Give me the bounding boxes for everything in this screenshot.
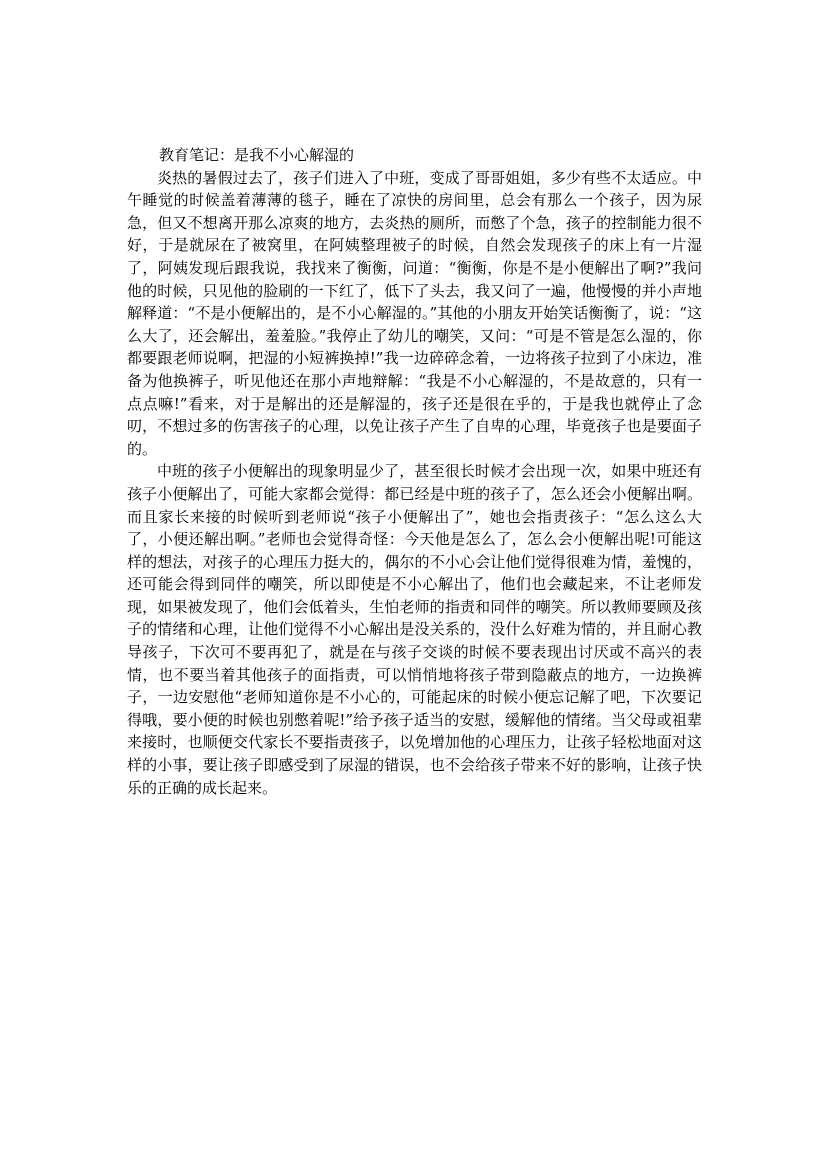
paragraph-2: 中班的孩子小便解出的现象明显少了，甚至很长时候才会出现一次，如果中班还有孩子小便解出了，可能大家都会觉得：都已经是中班的孩子了，怎么还会小便解出啊。而且家长来接的时候听到老师说“孩子小便解出了”，她也会指责孩子：“怎么这么大了，小便还解出啊。”老师也会觉得奇怪：今天他是怎么了，怎么会小便解出呢!可能这样的想法，对孩子的心理压力挺大的，偶尔的不小心会让他们觉得很难为情，羞愧的，还可能会得到同伴的嘲笑，所以即使是不小心解出了，他们也会藏起来，不让老师发现，如果被发现了，他们会低着头，生怕老师的指责和同伴的嘲笑。所以教师要顾及孩子的情绪和心理，让他们觉得不小心解出是没关系的，没什么好难为情的，并且耐心教导孩子，下次可不要再犯了，就是在与孩子交谈的时候不要表现出讨厌或不高兴的表情，也不要当着其他孩子的面指责，可以悄悄地将孩子带到隐蔽点的地方，一边换裤子，一边安慰他“老师知道你是不小心的，可能起床的时候小便忘记解了吧，下次要记得哦，要小便的时候也别憋着呢!”给予孩子适当的安慰，缓解他的情绪。当父母或祖辈来接时，也顺便交代家长不要指责孩子，以免增加他的心理压力，让孩子轻松地面对这样的小事，要让孩子即感受到了尿湿的错误，也不会给孩子带来不好的影响，让孩子快乐的正确的成长起来。 <box>127 462 702 797</box>
paragraph-1: 炎热的暑假过去了，孩子们进入了中班，变成了哥哥姐姐，多少有些不太适应。中午睡觉的时候盖着薄薄的毯子，睡在了凉快的房间里，总会有那么一个孩子，因为尿急，但又不想离开那么凉爽的地方，去炎热的厕所，而憋了个急，孩子的控制能力很不好，于是就尿在了被窝里，在阿姨整理被子的时候，自然会发现孩子的床上有一片湿了，阿姨发现后跟我说，我找来了衡衡，问道：“衡衡，你是不是小便解出了啊?”我问他的时候，只见他的脸刷的一下红了，低下了头去，我又问了一遍，他慢慢的并小声地解释道：“不是小便解出的，是不小心解湿的。”其他的小朋友开始笑话衡衡了，说：“这么大了，还会解出，羞羞脸。”我停止了幼儿的嘲笑，又问：“可是不管是怎么湿的，你都要跟老师说啊，把湿的小短裤换掉!”我一边碎碎念着，一边将孩子拉到了小床边，准备为他换裤子，听见他还在那小声地辩解：“我是不小心解湿的，不是故意的，只有一点点嘛!”看来，对于是解出的还是解湿的，孩子还是很在乎的，于是我也就停止了念叨，不想过多的伤害孩子的心理，以免让孩子产生了自卑的心理，毕竟孩子也是要面子的。 <box>127 168 702 458</box>
document-page <box>127 144 702 799</box>
document-title: 教育笔记：是我不小心解湿的 <box>159 146 355 164</box>
